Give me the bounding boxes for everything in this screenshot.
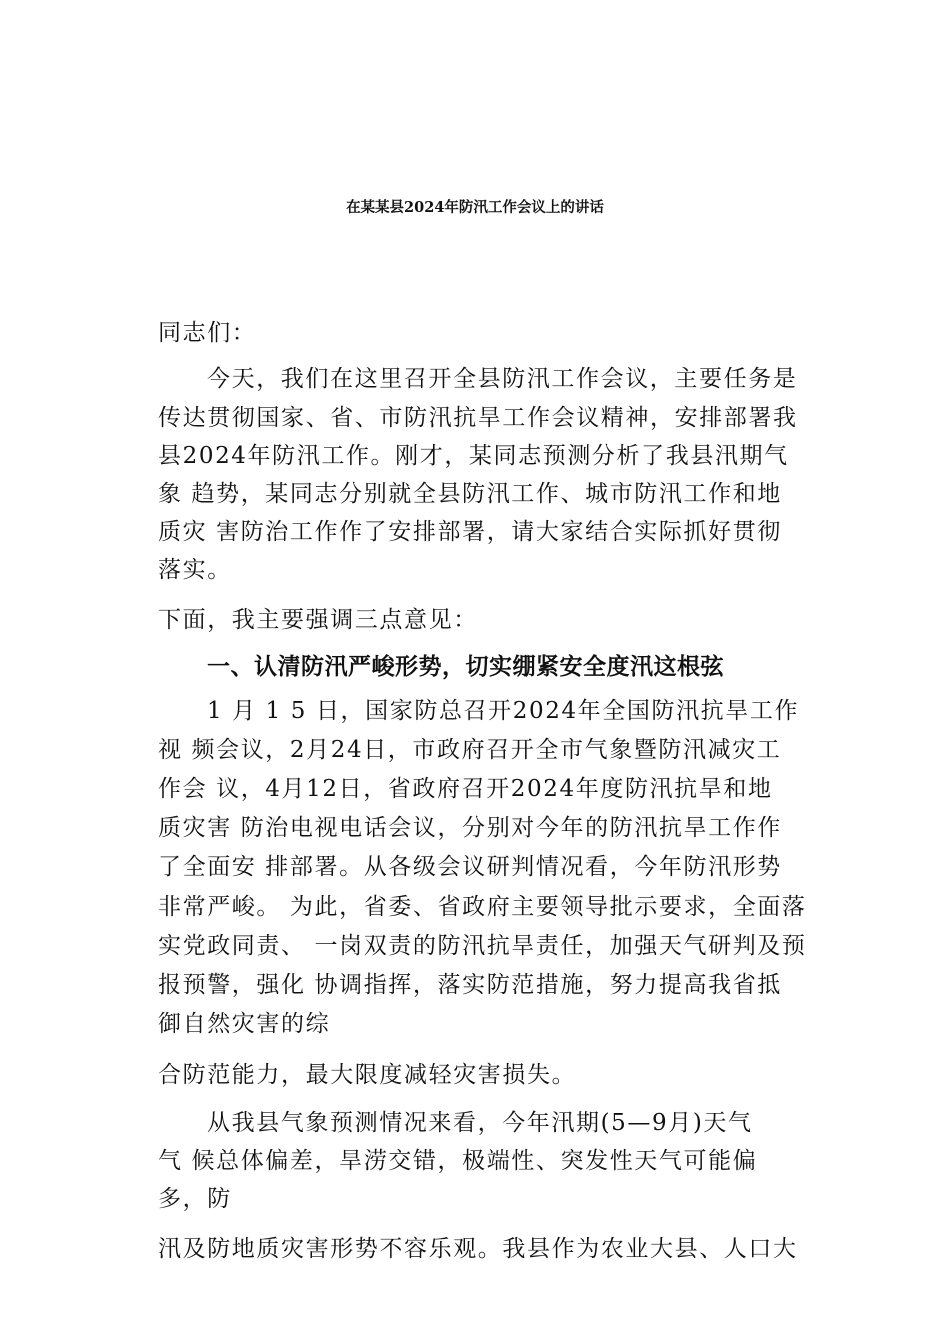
paragraph-line: 多，防 <box>158 1186 232 1212</box>
document-title: 在某某县2024年防汛工作会议上的讲话 <box>346 199 604 216</box>
salutation: 同志们： <box>158 320 257 346</box>
paragraph-line: 实党政同责、 一岗双责的防汛抗旱责任，加强天气研判及预 <box>158 933 807 959</box>
paragraph-line: 了全面安 排部署。从各级会议研判情况看，今年防汛形势 <box>158 854 782 880</box>
paragraph-line: 作会 议，4月12日，省政府召开2024年度防汛抗旱和地 <box>158 776 773 802</box>
paragraph-line: 象 趋势，某同志分别就全县防汛工作、城市防汛工作和地 <box>158 481 782 507</box>
paragraph-line: 视 频会议，2月24日，市政府召开全市气象暨防汛减灾工 <box>158 737 782 763</box>
paragraph-line: 1 月 1 5 日，国家防总召开2024年全国防汛抗旱工作 <box>207 698 800 724</box>
paragraph-line: 质灾 害防治工作作了安排部署，请大家结合实际抓好贯彻 <box>158 519 782 545</box>
paragraph-line: 报预警，强化 协调指挥，落实防范措施，努力提高我省抵 <box>158 972 782 998</box>
paragraph-line: 落实。 <box>158 557 232 583</box>
paragraph-line: 非常严峻。 为此，省委、省政府主要领导批示要求，全面落 <box>158 894 807 920</box>
paragraph-line: 合防范能力，最大限度减轻灾害损失。 <box>158 1062 577 1088</box>
paragraph-line: 御自然灾害的综 <box>158 1011 331 1037</box>
paragraph-line: 从我县气象预测情况来看，今年汛期(5—9月)天气 <box>207 1110 753 1136</box>
paragraph-line: 汛及防地质灾害形势不容乐观。我县作为农业大县、人口大 <box>158 1236 798 1262</box>
paragraph-line: 质灾害 防治电视电话会议，分别对今年的防汛抗旱工作作 <box>158 815 782 841</box>
paragraph-line: 传达贯彻国家、省、市防汛抗旱工作会议精神，安排部署我 <box>158 405 798 431</box>
paragraph-line: 县2024年防汛工作。刚才，某同志预测分析了我县汛期气 <box>158 443 789 469</box>
paragraph-line: 今天，我们在这里召开全县防汛工作会议，主要任务是 <box>207 366 798 392</box>
paragraph-line: 气 候总体偏差，旱涝交错，极端性、突发性天气可能偏 <box>158 1148 758 1174</box>
section-heading: 一、认清防汛严峻形势，切实绷紧安全度汛这根弦 <box>207 653 724 680</box>
paragraph-line: 下面，我主要强调三点意见： <box>158 607 478 633</box>
